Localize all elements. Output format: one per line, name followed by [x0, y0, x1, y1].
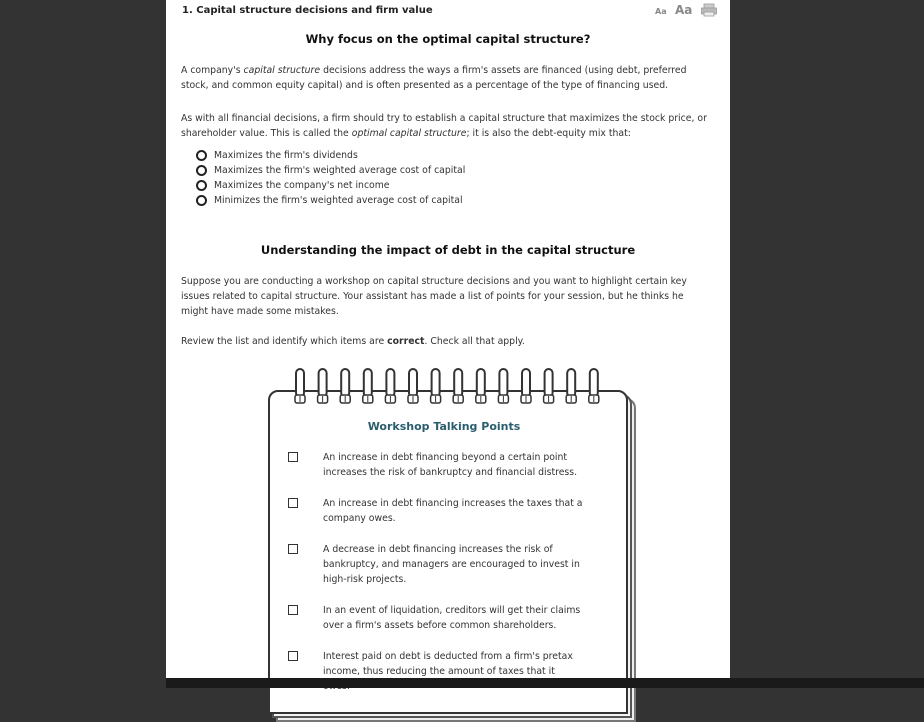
talking-point-text: A decrease in debt financing increases the risk of bankruptcy, and managers are encouraged to invest in high-risk projects.	[323, 544, 580, 585]
print-icon[interactable]	[701, 4, 717, 16]
spiral-ring	[363, 369, 373, 403]
option-label: Minimizes the firm's weighted average cost of capital	[214, 195, 463, 206]
spiral-ring	[498, 369, 508, 403]
spiral-ring	[476, 369, 486, 403]
checkbox[interactable]	[288, 605, 298, 615]
checkbox[interactable]	[288, 544, 298, 554]
option-label: Maximizes the company's net income	[214, 180, 390, 191]
option-maximize-dividends[interactable]	[196, 148, 465, 163]
option-maximize-net-income[interactable]	[196, 178, 465, 193]
spiral-ring	[295, 369, 305, 403]
option-minimize-wacc[interactable]	[196, 193, 465, 208]
spiral-ring	[544, 369, 554, 403]
checkbox[interactable]	[288, 651, 298, 661]
talking-point-text: An increase in debt financing beyond a certain point increases the risk of bankruptcy and financial distress.	[323, 452, 578, 478]
question-title: 1. Capital structure decisions and firm value	[182, 5, 433, 16]
radio-button[interactable]	[196, 180, 207, 191]
answer-options	[196, 148, 465, 208]
radio-button[interactable]	[196, 165, 207, 176]
talking-point-text: In an event of liquidation, creditors will get their claims over a firm's assets before common shareholders.	[323, 605, 581, 631]
spiral-ring	[408, 369, 418, 403]
section-heading-debt-impact: Understanding the impact of debt in the capital structure	[260, 243, 636, 257]
capital-structure-paragraph: A company's capital structure decisions address the ways a firm's assets are financed (using debt, preferred stock, and common equity capital) and is often presented as a percentage of the type of financing used.	[181, 65, 687, 91]
spiral-ring	[589, 369, 599, 403]
workshop-paragraph: Suppose you are conducting a workshop on capital structure decisions and you want to highlight certain key issues related to capital structure. Your assistant has made a list of points for your session, but he thinks he might have made some mistakes.	[181, 276, 687, 317]
option-label: Maximizes the firm's weighted average cost of capital	[214, 165, 466, 176]
capital-structure-term: capital structure	[243, 65, 321, 76]
section-heading-optimal: Why focus on the optimal capital structure?	[305, 32, 591, 46]
talking-point-text: An increase in debt financing increases the taxes that a company owes.	[323, 498, 583, 524]
spiral-ring	[340, 369, 350, 403]
spiral-ring	[385, 369, 395, 403]
correct-emphasis: correct	[387, 336, 425, 347]
notebook-spiral-binding	[290, 368, 610, 408]
spiral-ring	[431, 369, 441, 403]
checkbox[interactable]	[288, 452, 298, 462]
spiral-ring	[566, 369, 576, 403]
optimal-structure-paragraph: As with all financial decisions, a firm should try to establish a capital structure that maximizes the stock price, or shareholder value. This is called the optimal capital structure; it is also the debt-equity mix that:	[181, 113, 707, 139]
question-page	[166, 0, 730, 678]
font-decrease-button[interactable]: Aa	[655, 7, 667, 16]
taskbar	[166, 678, 924, 688]
font-increase-button[interactable]: Aa	[675, 3, 693, 17]
instruction-paragraph: Review the list and identify which items are correct. Check all that apply.	[181, 336, 525, 347]
workshop-notebook	[268, 368, 634, 688]
talking-point-text: Interest paid on debt is deducted from a firm's pretax income, thus reducing the amount of taxes that it	[323, 651, 573, 677]
radio-button[interactable]	[196, 150, 207, 161]
option-maximize-wacc[interactable]	[196, 163, 465, 178]
option-label: Maximizes the firm's dividends	[214, 150, 358, 161]
notebook-title: Workshop Talking Points	[367, 420, 521, 433]
spiral-ring	[521, 369, 531, 403]
checkbox[interactable]	[288, 498, 298, 508]
spiral-ring	[453, 369, 463, 403]
optimal-structure-term: optimal capital structure	[351, 128, 467, 139]
spiral-ring	[318, 369, 328, 403]
radio-button[interactable]	[196, 195, 207, 206]
